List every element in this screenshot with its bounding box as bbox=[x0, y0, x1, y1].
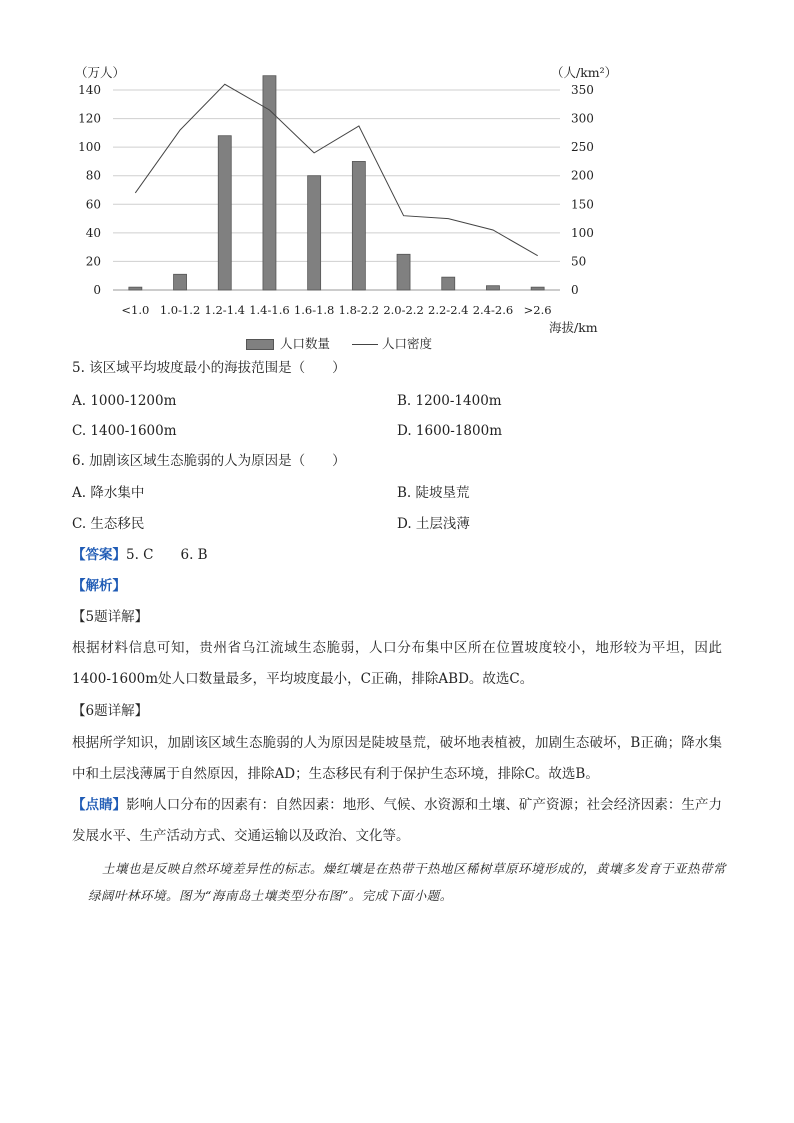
detail-5-label: 【5题详解】 bbox=[72, 609, 149, 625]
x-tick-label: 2.4-2.6 bbox=[472, 303, 514, 317]
population-bar bbox=[308, 176, 321, 290]
right-axis-label: （人/km²） bbox=[551, 65, 618, 80]
left-tick-label: 80 bbox=[85, 168, 101, 183]
legend-line-label: 人口密度 bbox=[381, 336, 432, 351]
detail-6-text: 根据所学知识，加剧该区域生态脆弱的人为原因是陡坡垦荒，破坏地表植被，加剧生态破坏，B正确；降水集中和土层浅薄属于自然原因，排除AD；生态移民有利于保护生态环境，排除C。故选B。 bbox=[72, 735, 722, 782]
right-tick-label: 250 bbox=[571, 140, 594, 155]
population-chart bbox=[0, 0, 794, 360]
left-tick-label: 140 bbox=[78, 83, 101, 97]
x-tick-label: <1.0 bbox=[121, 303, 150, 317]
left-tick-label: 0 bbox=[93, 283, 101, 297]
left-tick-label: 100 bbox=[78, 140, 101, 155]
answer-label: 【答案】 bbox=[72, 547, 126, 563]
x-tick-label: 1.0-1.2 bbox=[159, 303, 201, 317]
right-tick-label: 300 bbox=[571, 111, 594, 126]
population-bars bbox=[129, 76, 544, 290]
bar-swatch-icon bbox=[246, 339, 274, 350]
x-tick-label: 1.8-2.2 bbox=[338, 303, 380, 317]
x-tick-label: 1.2-1.4 bbox=[204, 303, 245, 317]
population-bar bbox=[486, 286, 499, 290]
line-swatch-icon bbox=[352, 344, 378, 345]
q6-option-c: C. 生态移民 bbox=[72, 516, 145, 532]
q5-option-d: D. 1600-1800m bbox=[397, 423, 503, 439]
left-axis-ticks bbox=[78, 83, 101, 297]
x-axis-ticks bbox=[121, 303, 551, 317]
left-tick-label: 120 bbox=[78, 111, 101, 126]
population-bar bbox=[442, 277, 455, 290]
left-tick-label: 60 bbox=[85, 197, 101, 212]
legend-item-line bbox=[352, 336, 432, 351]
right-tick-label: 150 bbox=[571, 197, 594, 212]
answer-line bbox=[72, 546, 208, 564]
q5-option-b: B. 1200-1400m bbox=[397, 393, 502, 409]
right-tick-label: 100 bbox=[571, 225, 594, 240]
next-material: 土壤也是反映自然环境差异性的标志。燥红壤是在热带干热地区稀树草原环境形成的，黄壤多发育于亚热带常绿阔叶林环境。图为“海南岛土壤类型分布图”。完成下面小题。 bbox=[88, 861, 727, 903]
x-tick-label: 2.0-2.2 bbox=[383, 303, 424, 317]
answer-text: 5. C 6. B bbox=[126, 547, 208, 563]
detail-6-label: 【6题详解】 bbox=[72, 703, 149, 719]
right-tick-label: 0 bbox=[571, 283, 579, 297]
population-bar bbox=[352, 161, 365, 290]
population-bar bbox=[174, 274, 187, 290]
right-axis-ticks bbox=[571, 83, 594, 297]
x-tick-label: 1.4-1.6 bbox=[249, 303, 290, 317]
density-line bbox=[135, 84, 537, 255]
question-6-stem: 6. 加剧该区域生态脆弱的人为原因是（ ） bbox=[72, 453, 346, 469]
right-tick-label: 350 bbox=[571, 83, 594, 97]
x-tick-label: >2.6 bbox=[523, 303, 552, 317]
q5-option-a: A. 1000-1200m bbox=[72, 393, 177, 409]
detail-5-text: 根据材料信息可知，贵州省乌江流域生态脆弱，人口分布集中区所在位置坡度较小，地形较为平坦，因此1400-1600m处人口数量最多，平均坡度最小，C正确，排除ABD。故选C。 bbox=[72, 640, 722, 687]
population-bar bbox=[218, 136, 231, 290]
question-5-stem: 5. 该区域平均坡度最小的海拔范围是（ ） bbox=[72, 360, 346, 376]
q6-option-d: D. 土层浅薄 bbox=[397, 516, 470, 532]
right-tick-label: 200 bbox=[571, 168, 594, 183]
left-axis-label: （万人） bbox=[75, 65, 126, 80]
legend-item-bar bbox=[246, 336, 330, 351]
population-bar bbox=[531, 287, 544, 290]
tip-text: 影响人口分布的因素有：自然因素：地形、气候、水资源和土壤、矿产资源；社会经济因素：生产力发展水平、生产活动方式、交通运输以及政治、文化等。 bbox=[72, 797, 723, 844]
analysis-label: 【解析】 bbox=[72, 578, 126, 594]
x-tick-label: 1.6-1.8 bbox=[293, 303, 335, 317]
q6-option-a: A. 降水集中 bbox=[72, 485, 145, 501]
chart-legend bbox=[246, 334, 432, 352]
left-tick-label: 40 bbox=[85, 225, 101, 240]
tip-label: 【点睛】 bbox=[72, 797, 127, 813]
q5-option-c: C. 1400-1600m bbox=[72, 423, 177, 439]
chart-gridlines bbox=[113, 90, 560, 290]
tip-paragraph bbox=[72, 790, 722, 852]
legend-bar-label: 人口数量 bbox=[280, 336, 331, 351]
q6-option-b: B. 陡坡垦荒 bbox=[397, 485, 470, 501]
x-tick-label: 2.2-2.4 bbox=[428, 303, 469, 317]
population-bar bbox=[397, 254, 410, 290]
population-bar bbox=[129, 287, 142, 290]
x-axis-label: 海拔/km bbox=[549, 320, 598, 335]
right-tick-label: 50 bbox=[571, 254, 587, 269]
left-tick-label: 20 bbox=[85, 254, 101, 269]
